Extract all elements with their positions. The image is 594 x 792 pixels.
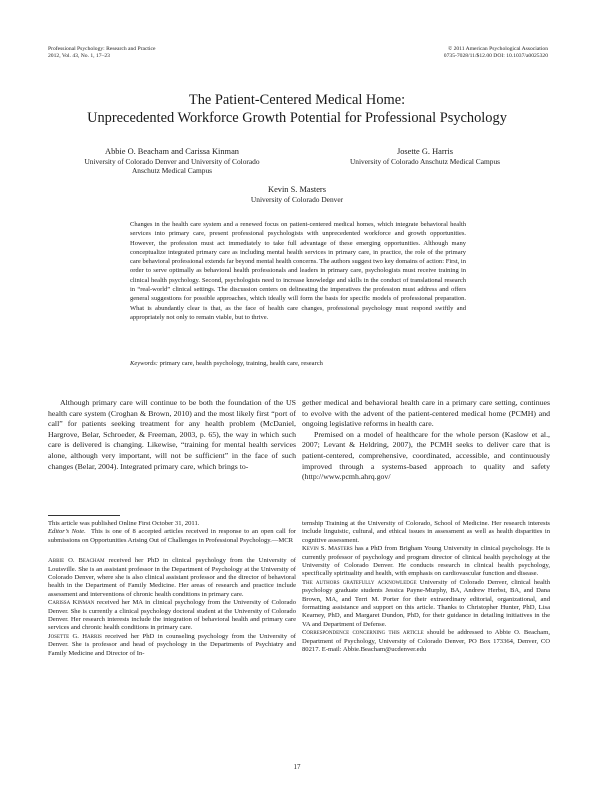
- author-block-3: [0, 185, 594, 204]
- author-note-text: received her PhD in clinical psychology from the University of Louisville. She is an assistant professor in the Department of Psychology at the University of Colorado Denver, where she is also clinical assistant professor and the director of behavioral health in the Department of Family Medicine. Her areas of research and practice include assessment and interventions of chronic health conditions in primary care.: [48, 557, 296, 598]
- running-header-left: [48, 46, 156, 60]
- correspondence-text: should be addressed to Abbie O. Beacham, Department of Psychology, University of Colorado Denver, PO Box 173364, Denver, CO 80217. E-mail: Abbie.Beacham@ucdenver.edu: [302, 629, 551, 654]
- journal-name: Professional Psychology: Research and Practice: [48, 46, 156, 52]
- author-name: Kevin S. Masters: [268, 185, 326, 194]
- keywords: [130, 359, 466, 368]
- copyright-line: © 2011 American Psychological Association: [447, 46, 548, 52]
- body-column-right: [302, 398, 550, 483]
- author-note-harris-continued: ternship Training at the University of Colorado, School of Medicine. Her research interests include linguistic, cultural, and ethical issues in assessment as well as health disparities in cognitive assessment.: [302, 520, 550, 544]
- journal-volume: 2012, Vol. 43, No. 1, 17–23: [48, 53, 110, 59]
- editor-note: [48, 528, 296, 545]
- footnotes-left: [48, 520, 296, 658]
- author-name: Abbie O. Beacham and Carissa Kinman: [105, 147, 239, 156]
- title-line-1: The Patient-Centered Medical Home:: [188, 92, 406, 108]
- acknowledgment-label: The authors gratefully acknowledge: [302, 578, 417, 586]
- doi-line: 0735-7028/11/$12.00 DOI: 10.1037/a0025320: [443, 53, 548, 59]
- article-title: [0, 91, 594, 127]
- running-header-right: [444, 46, 548, 60]
- author-note-kinman: [48, 599, 296, 633]
- footnote-rule: [48, 515, 120, 516]
- publication-note: This article was published Online First October 31, 2011.: [48, 520, 200, 527]
- correspondence: [302, 629, 550, 654]
- author-note-text: received her PhD in counseling psychology from the University of Denver. She is professor and head of psychology in the Departments of Psychiatry and Family Medicine and Director of In-: [48, 632, 296, 657]
- keywords-label: Keywords:: [130, 360, 158, 367]
- author-note-text: received her MA in clinical psychology from the University of Colorado Denver. She is currently a clinical psychology doctoral student at the University of Colorado Denver. Her research interests include the integration of behavioral health and primary care services and chronic health conditions in primary care.: [48, 599, 296, 632]
- footnotes-right: [302, 520, 550, 655]
- author-block-2: [300, 147, 550, 166]
- author-note-name: Kevin S. Masters: [302, 545, 353, 553]
- author-note-beacham: [48, 557, 296, 599]
- author-note-name: Josette G. Harris: [48, 632, 102, 640]
- author-note-name: Abbie O. Beacham: [48, 557, 105, 565]
- editor-note-text: This is one of 8 accepted articles received in response to an open call for submissions on Opportunities Arising Out of Challenges in Professional Psychology.—MCR: [48, 528, 297, 544]
- author-affiliation: University of Colorado Denver and University of Colorado: [84, 157, 260, 166]
- body-paragraph: Premised on a model of healthcare for the whole person (Kaslow et al., 2007; Levant & Heldring, 2007), the PCMH seeks to deliver care that is patient-centered, comprehensive, coordinated, accessible, and continuously improved through a systems-based approach to quality and safety (http://www.pcmh.ahrq.gov/: [302, 429, 550, 482]
- author-affiliation: University of Colorado Anschutz Medical Campus: [349, 157, 501, 166]
- acknowledgment: [302, 579, 550, 629]
- body-column-left: [48, 398, 296, 472]
- acknowledgment-text: University of Colorado Denver, clinical health psychology graduate students Jessica Payne-Murphy, BA, Andrew Herbst, BA, and Dana Brown, MA, and Terri M. Porter for their extraordinary editorial, organizational, and formatting assistance and support on this article. Thanks to Christopher Hunter, PhD, Lisa Kearney, PhD, and Margaret Dundon, PhD, for their guidance in detailing initiatives in the VA and Department of Defense.: [302, 578, 550, 628]
- author-note-harris: [48, 633, 296, 658]
- page-number: 17: [293, 763, 301, 771]
- body-paragraph: Although primary care will continue to be both the foundation of the US health care system (Croghan & Brown, 2010) and the most likely first “port of call” for patients seeking treatment for any health problem (McDaniel, Hargrove, Belar, Schroeder, & Freeman, 2003, p. 65), the way in which such care is delivered is changing. Likewise, “training for mental health services alone, although very important, will not be sufficient” in the face of such changes (Belar, 2004). Integrated primary care, which brings to-: [48, 398, 296, 471]
- editor-note-label: Editor’s Note.: [48, 528, 86, 536]
- author-note-text: has a PhD from Brigham Young University in clinical psychology. He is currently professor of psychology and program director of clinical health psychology at the University of Colorado Denver. He conducts research in clinical health psychology, specifically spirituality and health, with emphasis on cardiovascular function and disease.: [302, 545, 551, 578]
- title-line-2: Unprecedented Workforce Growth Potential for Professional Psychology: [87, 110, 507, 126]
- author-block-1: [48, 147, 296, 175]
- author-affiliation: University of Colorado Denver: [250, 195, 344, 204]
- keywords-text: primary care, health psychology, training, health care, research: [159, 360, 323, 367]
- author-note-masters: [302, 545, 550, 579]
- author-affiliation: Anschutz Medical Campus: [131, 166, 213, 175]
- body-paragraph: gether medical and behavioral health care in a primary care setting, continues to evolve with the advent of the patient-centered medical home (PCMH) and ongoing legislative reforms in health care.: [302, 398, 550, 429]
- author-name: Josette G. Harris: [396, 147, 454, 156]
- abstract: Changes in the health care system and a renewed focus on patient-centered medical homes, which integrate behavioral health services into primary care, present professional psychologists with unprecedented workforce and growth opportunities. However, the profession must act immediately to take full advantage of these emerging opportunities. Although many conceptualize integrated primary care as including mental health services in primary care, in practice, the role of the primary care behavioral professional extends far beyond mental health concerns. The authors suggest two key domains of action: First, in order to serve optimally as behavioral health professionals and leaders in primary care, psychologists must receive training in clinical health psychology. Second, psychologists need to increase knowledge and skills in the conduct of translational research in “real-world” clinical settings. The discussion centers on delineating the imperatives the profession must address and offers general suggestions for possible approaches, which ideally will form the basis for specific models of professional preparation. What is abundantly clear is that, as the face of health care changes, professional psychology must respond swiftly and appropriately not only to remain viable, but to thrive.: [130, 221, 466, 321]
- correspondence-label: Correspondence concerning this article: [302, 629, 424, 637]
- author-note-name: Carissa Kinman: [48, 599, 95, 607]
